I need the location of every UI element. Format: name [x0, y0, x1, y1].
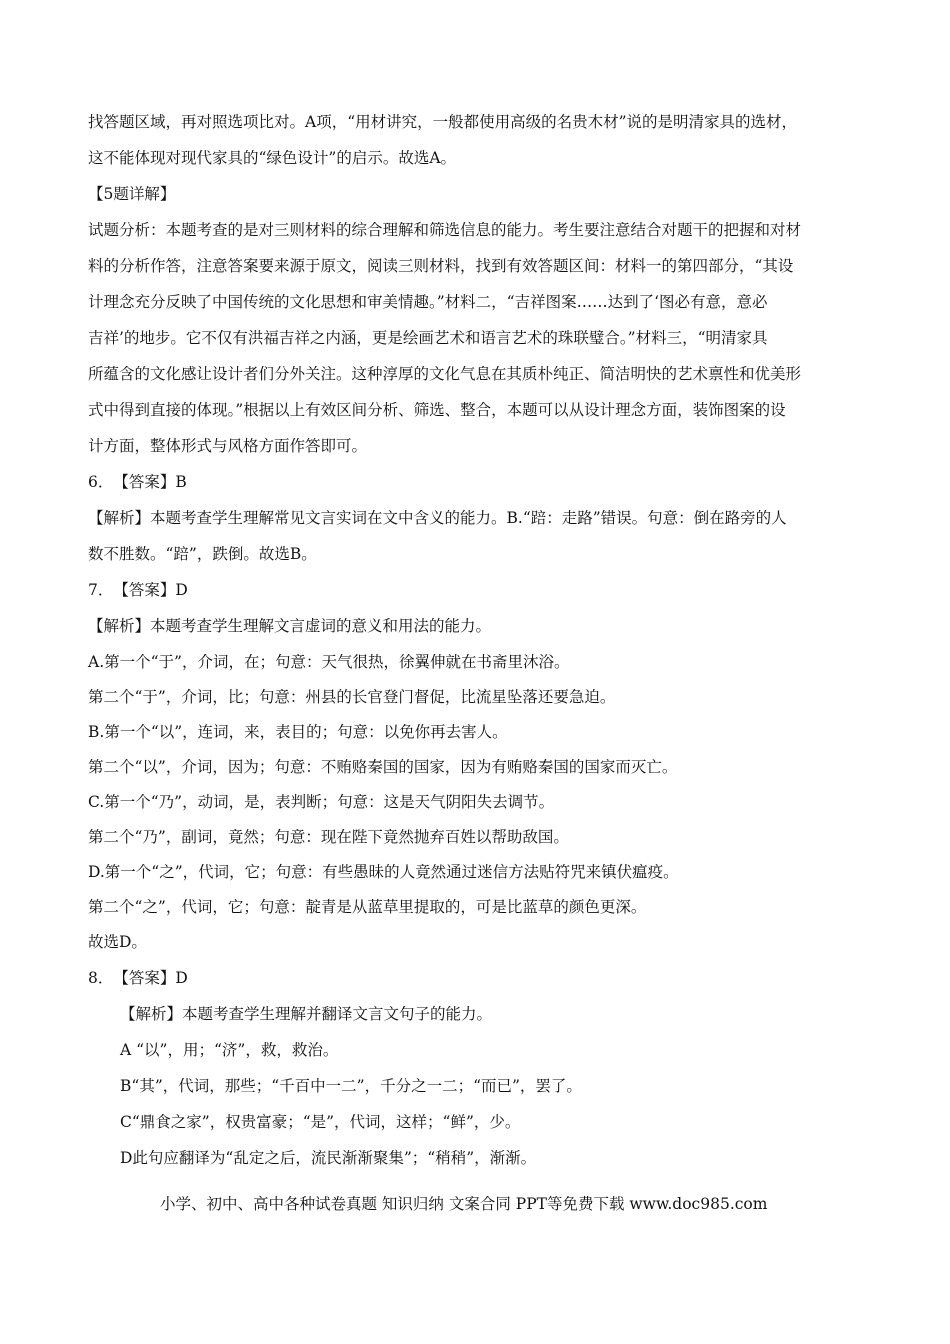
answer-heading: 7． 【答案】D: [88, 581, 188, 599]
text-line: C“鼎食之家”，权贵富豪；“是”，代词，这样；“鲜”，少。: [120, 1113, 521, 1131]
text-line: 【解析】本题考查学生理解文言虚词的意义和用法的能力。: [88, 617, 492, 635]
section-heading: 【5题详解】: [88, 185, 176, 203]
page-footer: 小学、初中、高中各种试卷真题 知识归纳 文案合同 PPT等免费下载 www.doc985.com: [160, 1195, 768, 1213]
text-line: A.第一个“于”，介词，在；句意：天气很热，徐翼伸就在书斋里沐浴。: [88, 653, 570, 671]
text-line: 这不能体现对现代家具的“绿色设计”的启示。故选A。: [88, 149, 457, 167]
text-line: 找答题区域，再对照选项比对。A项，“用材讲究，一般都使用高级的名贵木材”说的是明清家具的选材，: [88, 113, 798, 131]
text-line: 试题分析：本题考查的是对三则材料的综合理解和筛选信息的能力。考生要注意结合对题干的把握和对材: [88, 221, 802, 239]
text-line: 数不胜数。“踣”，跌倒。故选B。: [88, 545, 317, 563]
text-line: B.第一个“以”，连词，来，表目的；句意：以免你再去害人。: [88, 723, 508, 741]
text-line: 计方面，整体形式与风格方面作答即可。: [88, 437, 368, 455]
text-line: 式中得到直接的体现。”根据以上有效区间分析、筛选、整合，本题可以从设计理念方面，装饰图案的设: [88, 401, 786, 419]
text-line: 第二个“乃”，副词，竟然；句意：现在陛下竟然抛弃百姓以帮助敌国。: [88, 828, 569, 846]
text-line: 【解析】本题考查学生理解常见文言实词在文中含义的能力。B.“踣：走路”错误。句意：倒在路旁的人: [88, 509, 787, 527]
text-line: 第二个“以”，介词，因为；句意：不贿赂秦国的国家，因为有贿赂秦国的国家而灭亡。: [88, 758, 678, 776]
text-line: 所蕴含的文化感让设计者们分外关注。这种淳厚的文化气息在其质朴纯正、简洁明快的艺术禀性和优美形: [88, 365, 802, 383]
text-line: 【解析】本题考查学生理解并翻译文言文句子的能力。: [120, 1005, 493, 1023]
text-line: 故选D。: [88, 933, 147, 951]
text-line: 料的分析作答，注意答案要来源于原文，阅读三则材料，找到有效答题区间：材料一的第四部分，“其设: [88, 257, 794, 275]
text-line: 第二个“之”，代词，它；句意：靛青是从蓝草里提取的，可是比蓝草的颜色更深。: [88, 898, 647, 916]
answer-heading: 8． 【答案】D: [88, 969, 188, 987]
text-line: D此句应翻译为“乱定之后，流民渐渐聚集”；“稍稍”，渐渐。: [120, 1149, 537, 1167]
answer-heading: 6． 【答案】B: [88, 473, 187, 491]
text-line: 计理念充分反映了中国传统的文化思想和审美情趣。”材料二，“吉祥图案……达到了‘图必有意，意必: [88, 293, 768, 311]
text-line: D.第一个“之”，代词，它；句意：有些愚昧的人竟然通过迷信方法贴符咒来镇伏瘟疫。: [88, 863, 679, 881]
text-line: B“其”，代词，那些；“千百中一二”，千分之一二；“而已”，罢了。: [120, 1077, 582, 1095]
text-line: 第二个“于”，介词，比；句意：州县的长官登门督促，比流星坠落还要急迫。: [88, 688, 616, 706]
text-line: A “以”，用；“济”，救，救治。: [120, 1041, 339, 1059]
text-line: C.第一个“乃”，动词，是，表判断；句意：这是天气阴阳失去调节。: [88, 793, 555, 811]
text-line: 吉祥’的地步。它不仅有洪福吉祥之内涵，更是绘画艺术和语言艺术的珠联璧合。”材料三，“明清家具: [88, 329, 768, 347]
